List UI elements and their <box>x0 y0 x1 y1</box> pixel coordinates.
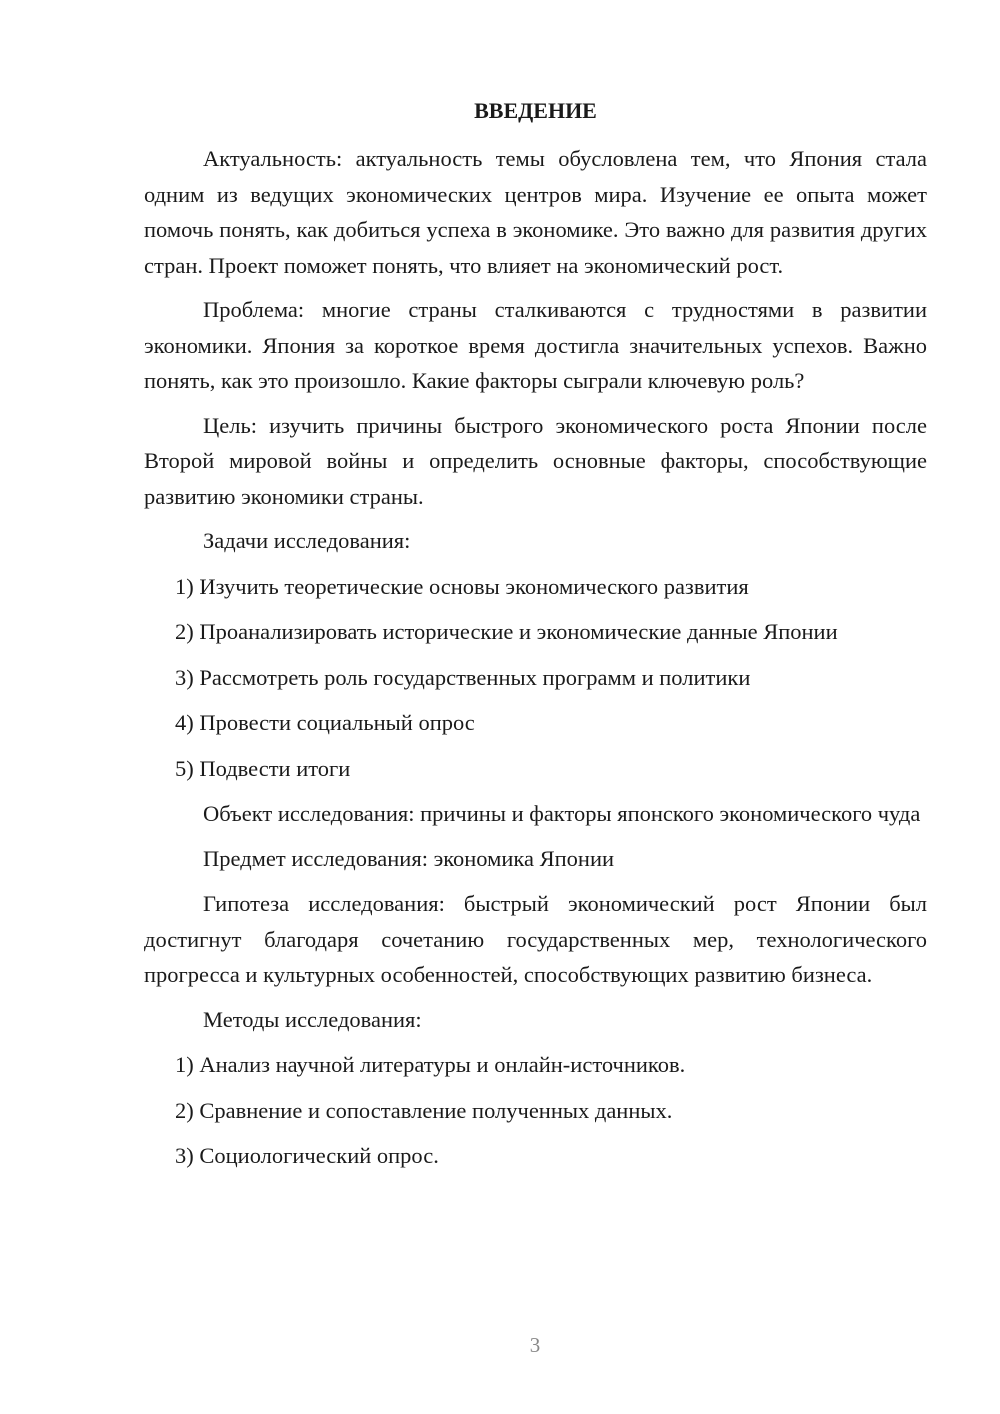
task-item: 5) Подвести итоги <box>175 755 351 781</box>
page-number: 3 <box>529 1333 541 1357</box>
object-paragraph: Объект исследования: причины и факторы японского экономического чуда <box>203 801 921 826</box>
method-item: 2) Сравнение и сопоставление полученных данных. <box>175 1097 673 1123</box>
problem-paragraph: Проблема: многие страны сталкиваются с трудностями в развитии экономики. Япония за короткое время достигла значительных успехов. Важно понять, как это произошло. Какие факторы сыграли ключевую роль? <box>144 297 927 393</box>
task-item: 1) Изучить теоретические основы экономического развития <box>175 573 749 599</box>
method-item: 1) Анализ научной литературы и онлайн-источников. <box>175 1052 686 1077</box>
subject-paragraph: Предмет исследования: экономика Японии <box>203 845 615 871</box>
section-heading: ВВЕДЕНИЕ <box>474 98 597 123</box>
hypothesis-paragraph: Гипотеза исследования: быстрый экономический рост Японии был достигнут благодаря сочетанию государственных мер, технологического прогресса и культурных особенностей, способствующих развитию бизнеса. <box>144 891 927 987</box>
task-item: 4) Провести социальный опрос <box>175 710 475 735</box>
methods-title: Методы исследования: <box>203 1006 422 1032</box>
relevance-paragraph: Актуальность: актуальность темы обусловлена тем, что Япония стала одним из ведущих экономических центров мира. Изучение ее опыта может помочь понять, как добиться успеха в экономике. Это важно для развития других стран. Проект поможет понять, что влияет на экономический рост. <box>144 146 927 278</box>
task-item: 3) Рассмотреть роль государственных программ и политики <box>175 664 751 690</box>
tasks-title: Задачи исследования: <box>203 528 411 553</box>
goal-paragraph: Цель: изучить причины быстрого экономического роста Японии после Второй мировой войны и определить основные факторы, способствующие развитию экономики страны. <box>144 412 927 509</box>
document-body <box>144 94 927 1184</box>
method-item: 3) Социологический опрос. <box>175 1143 439 1168</box>
task-item: 2) Проанализировать исторические и экономические данные Японии <box>175 619 838 644</box>
